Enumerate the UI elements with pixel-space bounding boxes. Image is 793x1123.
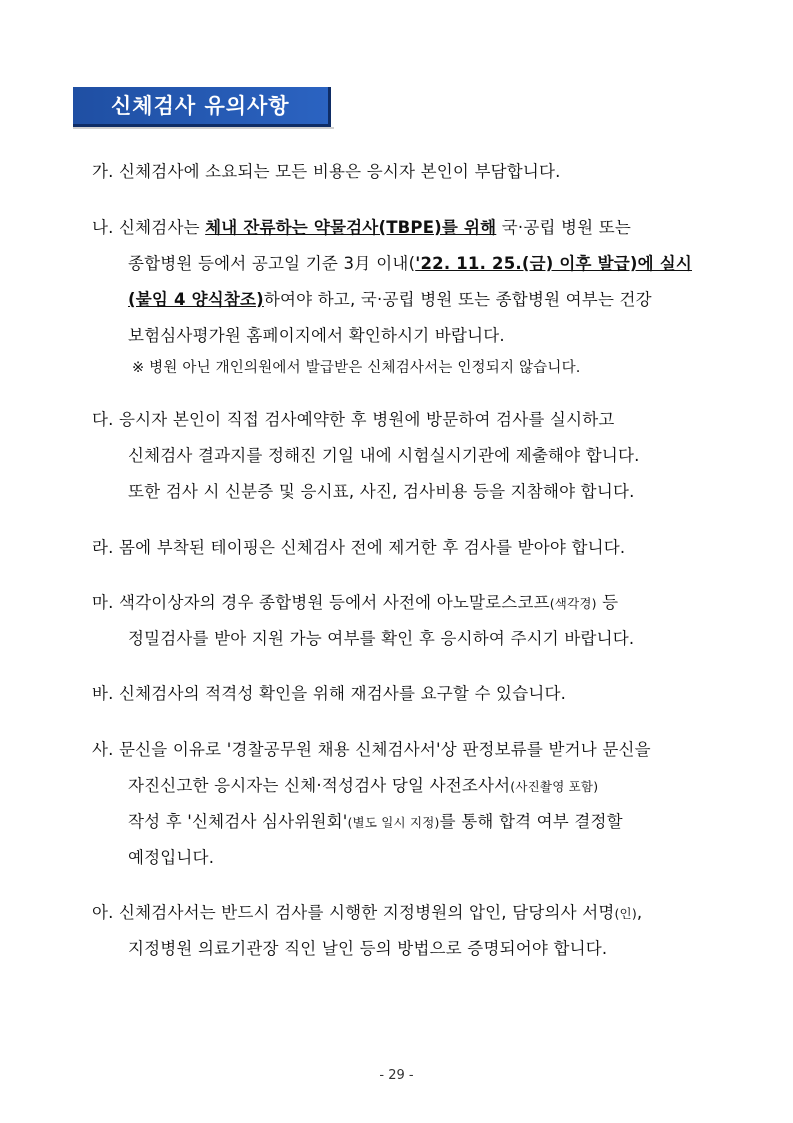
item-na-line1: 나. 신체검사는 체내 잔류하는 약물검사(TBPE)를 위해 국·공립 병원 또는 (92, 218, 632, 237)
section-title: 신체검사 유의사항 (73, 87, 331, 127)
item-na-note: ※ 병원 아닌 개인의원에서 발급받은 신체검사서는 인정되지 않습니다. (132, 360, 581, 376)
page-number: - 29 - (379, 1068, 414, 1083)
na-emphasis: 체내 잔류하는 약물검사(TBPE)를 위해 (205, 218, 497, 237)
title-shadow (73, 127, 334, 129)
item-na-line4: 보험심사평가원 홈페이지에서 확인하시기 바랍니다. (128, 326, 505, 345)
item-ga: 가. 신체검사에 소요되는 모든 비용은 응시자 본인이 부담합니다. (92, 162, 561, 181)
na-date-emphasis: '22. 11. 25.(금) 이후 발급)에 실시 (415, 254, 693, 273)
item-ma-line2: 정밀검사를 받아 지원 가능 여부를 확인 후 응시하여 주시기 바랍니다. (128, 629, 635, 648)
item-a-line2: 지정병원 의료기관장 직인 날인 등의 방법으로 증명되어야 합니다. (128, 939, 608, 958)
item-ma-line1: 마. 색각이상자의 경우 종합병원 등에서 사전에 아노말로스코프(색각경) 등 (92, 593, 619, 612)
item-a-line1: 아. 신체검사서는 반드시 검사를 시행한 지정병원의 압인, 담당의사 서명(인), (92, 903, 643, 922)
item-ba: 바. 신체검사의 적격성 확인을 위해 재검사를 요구할 수 있습니다. (92, 684, 567, 703)
item-sa-line1: 사. 문신을 이유로 '경찰공무원 채용 신체검사서'상 판정보류를 받거나 문신을 (92, 740, 651, 759)
item-da-line2: 신체검사 결과지를 정해진 기일 내에 시험실시기관에 제출해야 합니다. (128, 446, 640, 465)
item-na-line3: (붙임 4 양식참조)하여야 하고, 국·공립 병원 또는 종합병원 여부는 건강 (128, 290, 652, 309)
item-sa-line2: 자진신고한 응시자는 신체·적성검사 당일 사전조사서(사진촬영 포함) (128, 776, 599, 795)
item-sa-line4: 예정입니다. (128, 848, 215, 867)
item-na-line2: 종합병원 등에서 공고일 기준 3月 이내('22. 11. 25.(금) 이후 발급)에 실시 (128, 254, 693, 273)
item-da-line1: 다. 응시자 본인이 직접 검사예약한 후 병원에 방문하여 검사를 실시하고 (92, 410, 615, 429)
item-ra: 라. 몸에 부착된 테이핑은 신체검사 전에 제거한 후 검사를 받아야 합니다. (92, 538, 626, 557)
na-attachment-ref: (붙임 4 양식참조) (128, 290, 264, 309)
item-sa-line3: 작성 후 '신체검사 심사위원회'(별도 일시 지정)를 통해 합격 여부 결정할 (128, 812, 623, 831)
item-da-line3: 또한 검사 시 신분증 및 응시표, 사진, 검사비용 등을 지참해야 합니다. (128, 482, 635, 501)
